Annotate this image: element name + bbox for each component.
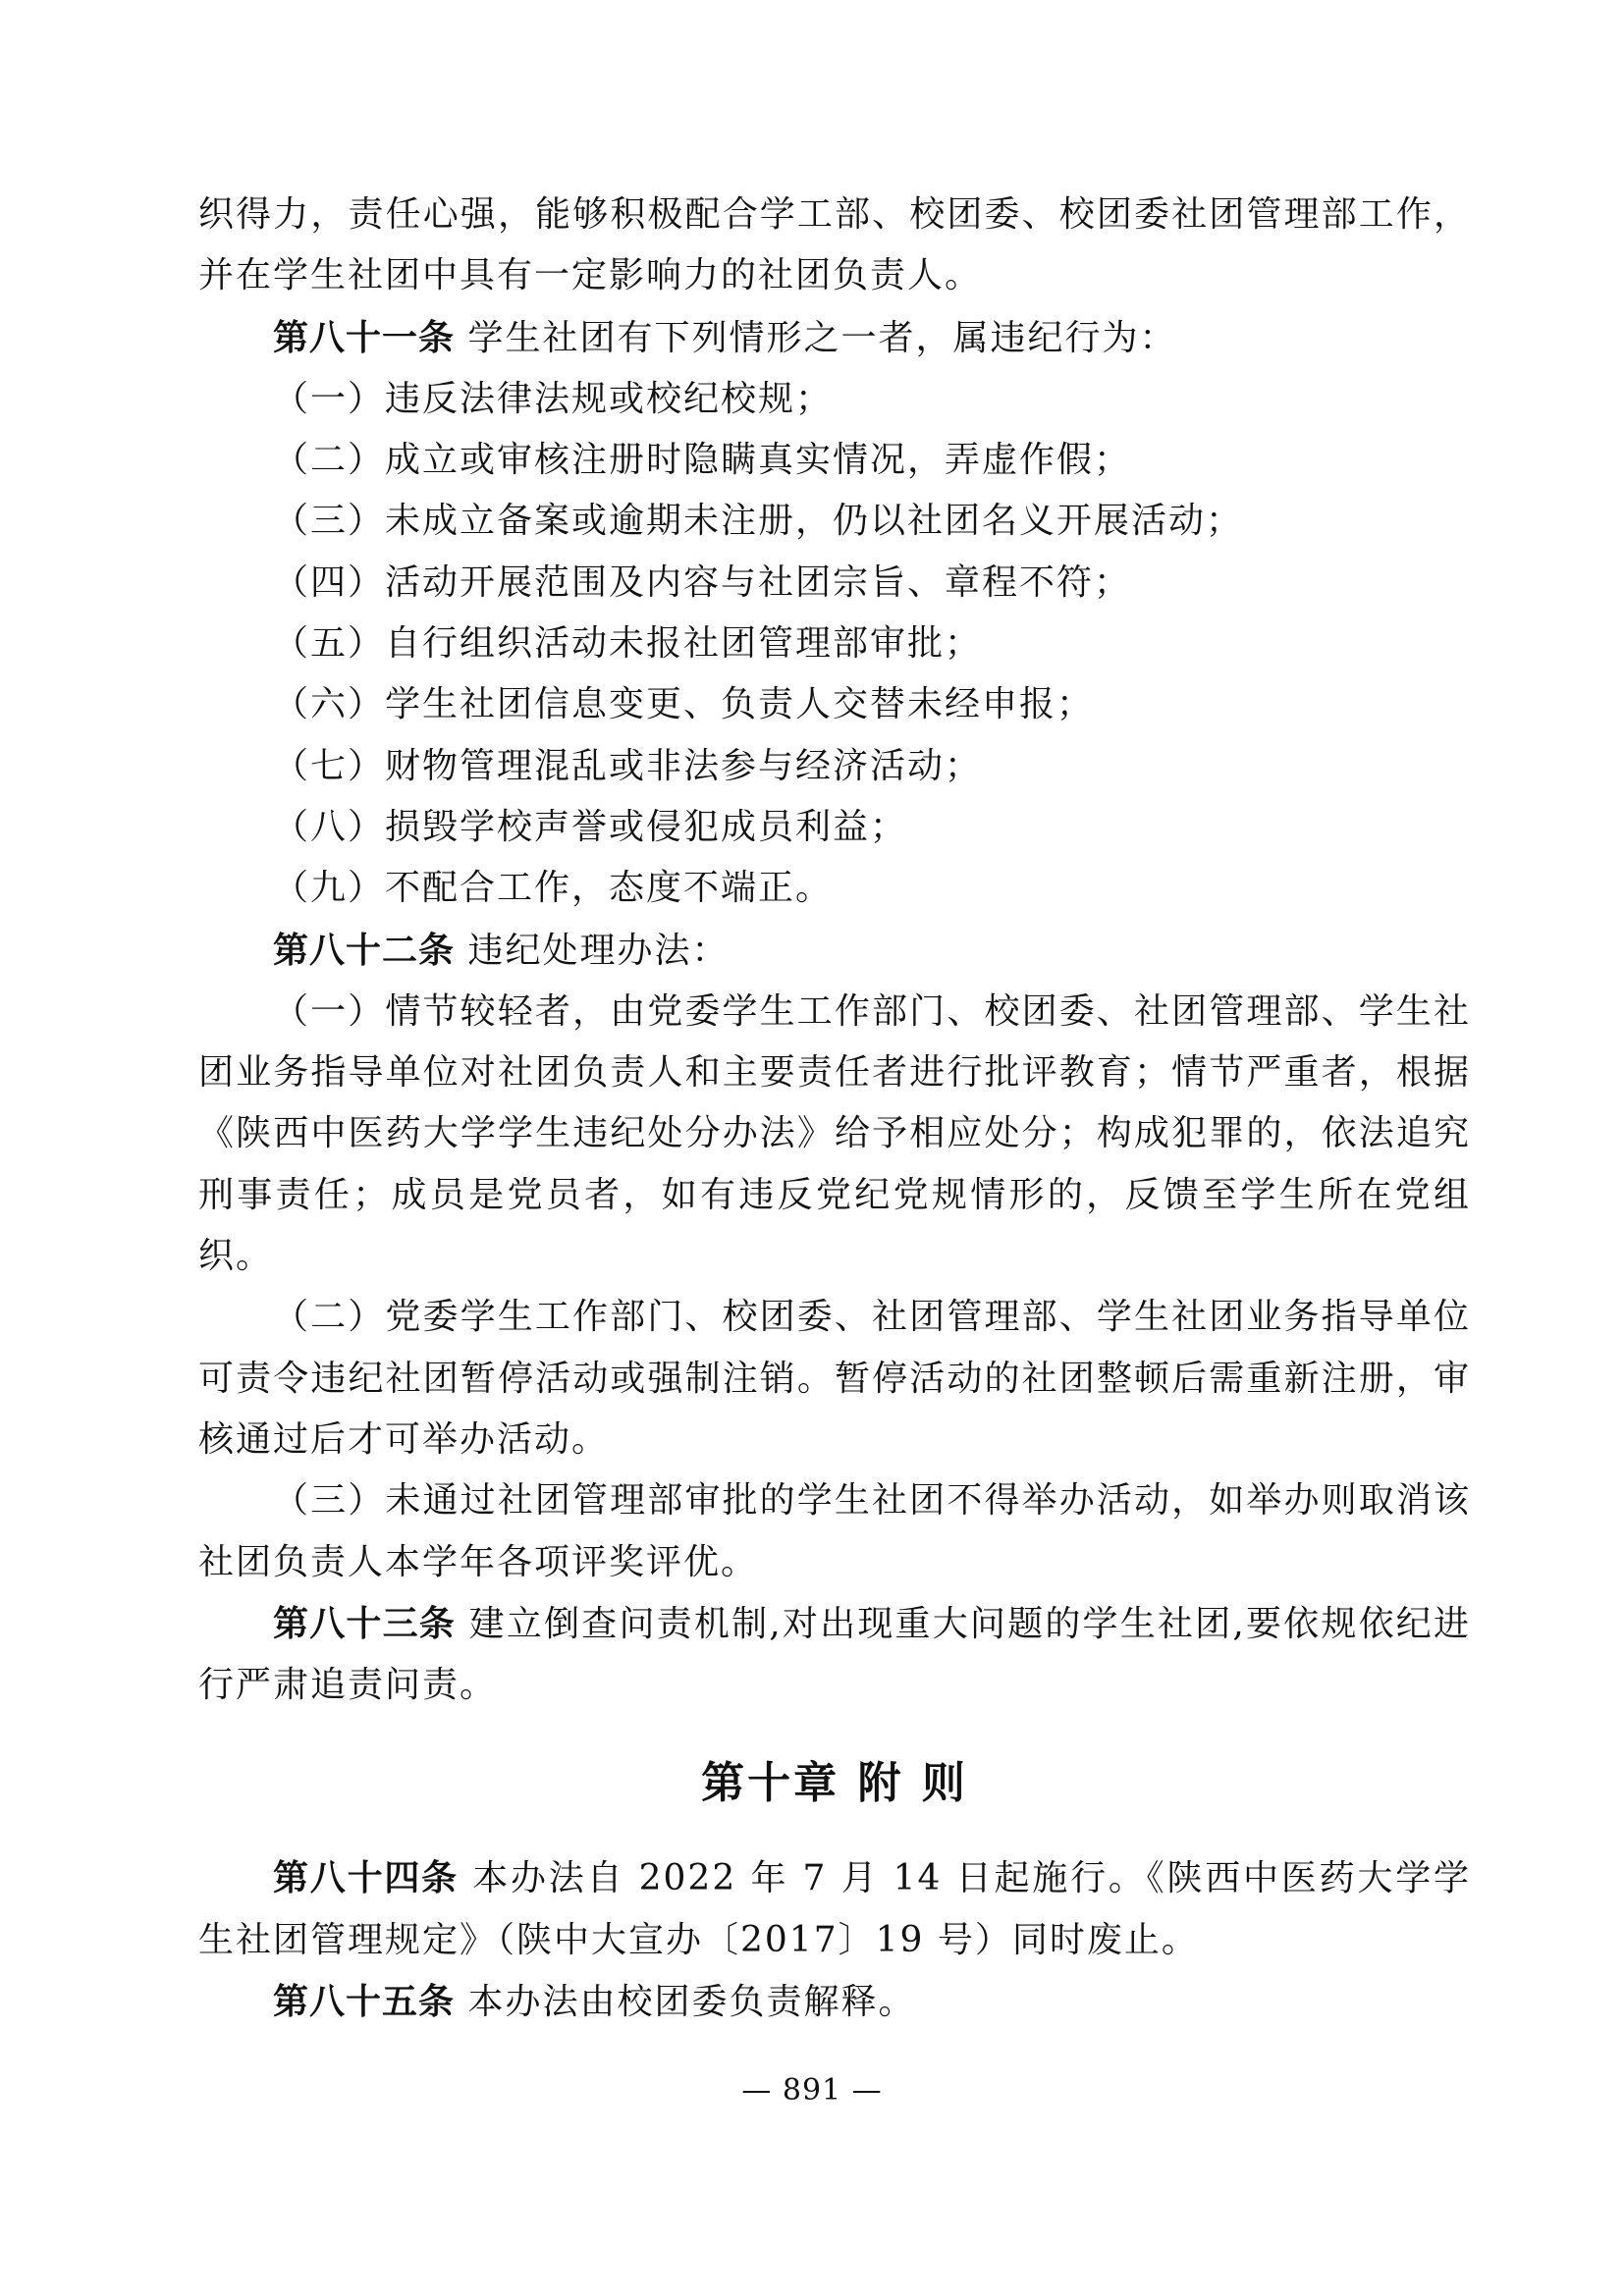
paragraph (198, 614, 1471, 674)
paragraph (198, 920, 1471, 982)
paragraph-text: （五）自行组织活动未报社团管理部审批； (273, 623, 983, 665)
article-number: 第八十四条 (273, 1857, 459, 1899)
paragraph (198, 1593, 1471, 1717)
paragraph-text: 学生社团有下列情形之一者，属违纪行为： (455, 317, 1177, 358)
paragraph-text: 本办法由校团委负责解释。 (455, 1982, 916, 2023)
paragraph (198, 430, 1471, 491)
paragraph (198, 736, 1471, 797)
paragraph (198, 982, 1471, 1287)
paragraph (198, 185, 1471, 307)
paragraph (198, 369, 1471, 430)
paragraph (198, 1287, 1471, 1470)
article-number: 第八十二条 (273, 929, 456, 971)
paragraph-text: （一）情节较轻者，由党委学生工作部门、校团委、社团管理部、学生社团业务指导单位对社团负责人和主要责任者进行批评教育；情节严重者，根据《陕西中医药大学学生违纪处分办法》给予相应处分；构成犯罪的，依法追究刑事责任；成员是党员者，如有违反党纪党规情形的，反馈至学生所在党组织。 (198, 990, 1471, 1277)
paragraph-text: 本办法自 2022 年 7 月 14 日起施行。《陕西中医药大学学生社团管理规定》（陕中大宣办〔2017〕19 号）同时废止。 (198, 1858, 1471, 1960)
article-number: 第八十三条 (273, 1602, 457, 1644)
page-number: — 891 — (741, 2073, 883, 2108)
paragraph-text: （一）违反法律法规或校纪校规； (273, 378, 834, 419)
paragraph (198, 491, 1471, 552)
paragraph-text: （六）学生社团信息变更、负责人交替未经申报； (273, 684, 1095, 725)
article-number: 第八十一条 (273, 316, 456, 358)
paragraph (198, 858, 1471, 919)
article-number: 第八十五条 (273, 1981, 456, 2023)
paragraph-text: 建立倒查问责机制,对出现重大问题的学生社团,要依规依纪进行严肃追责问责。 (198, 1603, 1471, 1706)
paragraph (198, 1470, 1471, 1593)
paragraph (198, 797, 1471, 858)
paragraph-text: （四）活动开展范围及内容与社团宗旨、章程不符； (273, 561, 1132, 603)
paragraph (198, 1847, 1471, 1971)
paragraph-text: （八）损毁学校声誉或侵犯成员利益； (273, 806, 908, 847)
paragraph (198, 553, 1471, 614)
paragraph (198, 1971, 1471, 2033)
chapter-title: 第十章 附 则 (701, 1758, 968, 1809)
paragraph-text: 违纪处理办法： (455, 930, 730, 971)
paragraph-text: （三）未成立备案或逾期未注册，仍以社团名义开展活动； (273, 501, 1244, 542)
paragraph-text: （七）财物管理混乱或非法参与经济活动； (273, 745, 983, 786)
document-page (198, 185, 1471, 2033)
article-body-bottom (198, 1847, 1471, 2033)
paragraph (198, 307, 1471, 369)
article-body-top (198, 185, 1471, 1716)
paragraph-text: （九）不配合工作，态度不端正。 (273, 868, 834, 909)
paragraph-text: （二）党委学生工作部门、校团委、社团管理部、学生社团业务指导单位可责令违纪社团暂停活动或强制注销。暂停活动的社团整顿后需重新注册，审核通过后才可举办活动。 (198, 1297, 1471, 1460)
paragraph-text: （三）未通过社团管理部审批的学生社团不得举办活动，如举办则取消该社团负责人本学年各项评奖评优。 (198, 1480, 1471, 1582)
paragraph-text: 织得力，责任心强，能够积极配合学工部、校团委、校团委社团管理部工作，并在学生社团中具有一定影响力的社团负责人。 (198, 194, 1471, 296)
paragraph-text: （二）成立或审核注册时隐瞒真实情况，弄虚作假； (273, 440, 1132, 481)
paragraph (198, 674, 1471, 735)
